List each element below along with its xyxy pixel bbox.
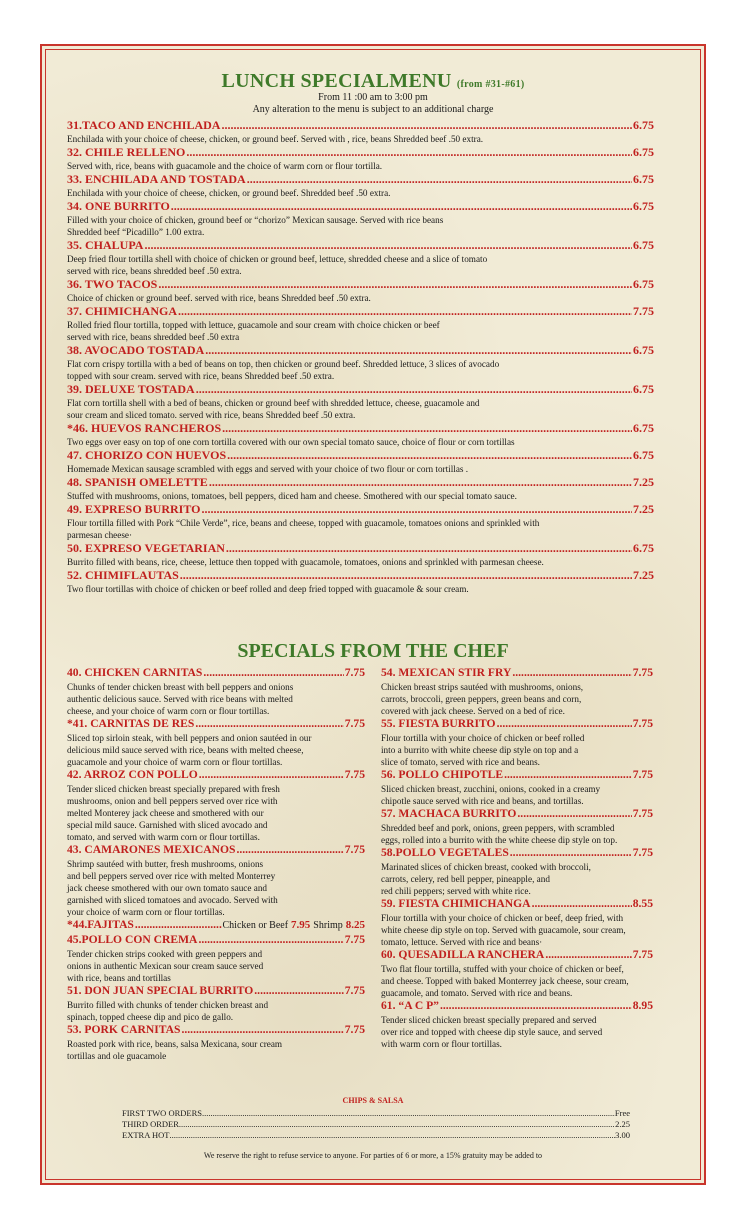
dot-leader xyxy=(180,568,632,583)
menu-item-price: 7.75 xyxy=(632,768,653,781)
menu-item xyxy=(381,807,653,846)
menu-item-description: Served with, rice, beans with guacamole and the choice of warm corn or flour tortilla. xyxy=(67,161,383,171)
menu-item-price: 7.25 xyxy=(633,475,654,489)
menu-item-price: 7.75 xyxy=(344,933,365,946)
menu-item-name: 50. EXPRESO VEGETARIAN xyxy=(67,541,225,555)
menu-item xyxy=(381,897,653,948)
menu-item-description: over rice and topped with cheese dip style sauce, and served xyxy=(381,1027,603,1037)
menu-page xyxy=(40,44,706,1185)
menu-item-description: with rice, beans and tortillas xyxy=(67,973,171,983)
menu-item xyxy=(67,475,654,502)
fajitas-shrimp-label: Shrimp xyxy=(313,920,343,931)
menu-item-row xyxy=(67,172,654,187)
menu-item xyxy=(67,448,654,475)
menu-item-description: Burrito filled with beans, rice, cheese, lettuce then topped with guacamole, tomatoes, onions and sprinkled with parmesan cheese. xyxy=(67,557,544,567)
menu-item-price: 6.75 xyxy=(633,382,654,396)
menu-item-description: Tender sliced chicken breast specially prepared with fresh xyxy=(67,784,280,794)
menu-item xyxy=(67,304,654,343)
chips-row xyxy=(122,1130,630,1141)
menu-item-description: guacamole and your choice of warm corn or flour tortillas. xyxy=(67,757,283,767)
menu-item-description: Burrito filled with chunks of tender chicken breast and xyxy=(67,1000,269,1010)
menu-item-description: garnished with sliced tomatoes and avocado. Served with xyxy=(67,895,278,905)
menu-item-row xyxy=(67,568,654,583)
dot-leader xyxy=(504,768,632,781)
menu-item-description: and bell peppers served over rice with melted Monterrey xyxy=(67,871,276,881)
menu-item-description: Two flour tortillas with choice of chicken or beef rolled and deep fried topped with guacamole & sour cream. xyxy=(67,584,469,594)
menu-item xyxy=(67,343,654,382)
menu-item-description: onions in authentic Mexican sour cream sauce served xyxy=(67,961,264,971)
menu-item-row xyxy=(67,448,654,463)
menu-item-row xyxy=(381,846,653,861)
menu-item-description: mushrooms, onion and bell peppers served over rice with xyxy=(67,796,278,806)
fajitas-chicken-price: 7.95 xyxy=(291,919,311,931)
lunch-alteration-note: Any alteration to the menu is subject to an additional charge xyxy=(252,104,494,115)
lunch-hours: From 11 :00 am to 3:00 pm xyxy=(318,92,428,103)
menu-item-name: 55. FIESTA BURRITO xyxy=(381,717,496,730)
dot-leader xyxy=(169,1130,615,1140)
menu-item-price: 7.75 xyxy=(344,717,365,730)
menu-item-description: Choice of chicken or ground beef. served with rice, beans Shredded beef .50 extra. xyxy=(67,293,371,303)
menu-item-description: and cheese. Topped with baked Monterrey jack cheese, sour cream, xyxy=(381,976,629,986)
menu-item-description: Sliced chicken breast, zucchini, onions, cooked in a creamy xyxy=(381,784,601,794)
menu-item-price: 7.75 xyxy=(344,768,365,781)
menu-item-description: eggs, rolled into a burrito with the white cheese dip style on top. xyxy=(381,835,618,845)
menu-item-row xyxy=(67,421,654,436)
menu-item-name: 60. QUESADILLA RANCHERA xyxy=(381,948,545,961)
menu-item xyxy=(67,843,365,918)
dot-leader xyxy=(199,768,344,781)
menu-item-name: 53. PORK CARNITAS xyxy=(67,1023,181,1036)
menu-item-name: 43. CAMARONES MEXICANOS xyxy=(67,843,236,856)
menu-item-name: 58.POLLO VEGETALES xyxy=(381,846,509,859)
menu-item-description: Shredded beef “Picadillo” 1.00 extra. xyxy=(67,227,205,237)
chips-price-list xyxy=(122,1108,630,1141)
menu-item-price: 6.75 xyxy=(633,343,654,357)
menu-item-description: Shredded beef and pork, onions, green peppers, with scrambled xyxy=(381,823,615,833)
gratuity-note: We reserve the right to refuse service to anyone. For parties of 6 or more, a 15% gratuity may be added to xyxy=(203,1151,543,1160)
dot-leader xyxy=(196,382,632,397)
menu-item xyxy=(67,502,654,541)
menu-item xyxy=(67,382,654,421)
menu-item-price: 7.75 xyxy=(632,948,653,961)
menu-item-row xyxy=(67,1023,365,1038)
menu-item-price: 7.75 xyxy=(344,843,365,856)
menu-item xyxy=(67,421,654,448)
menu-item-description: Stuffed with mushrooms, onions, tomatoes, bell peppers, diced ham and cheese. Smothered with our special tomato sauce. xyxy=(67,491,517,501)
dot-leader xyxy=(181,1023,343,1036)
menu-item-description: tortillas and ole guacamole xyxy=(67,1051,167,1061)
menu-item xyxy=(67,1023,365,1062)
lunch-range: (from #31-#61) xyxy=(456,79,525,90)
menu-item-name: *41. CARNITAS DE RES xyxy=(67,717,195,730)
menu-item-price: 6.75 xyxy=(633,421,654,435)
menu-item-name: 32. CHILE RELLENO xyxy=(67,145,186,159)
menu-item xyxy=(67,145,654,172)
menu-item-price: 8.95 xyxy=(632,999,653,1012)
chips-row-price: 3.00 xyxy=(615,1130,630,1140)
menu-item-description: Rolled fried flour tortilla, topped with lettuce, guacamole and sour cream with choice chicken or beef xyxy=(67,320,440,330)
chips-title: CHIPS & SALSA xyxy=(342,1096,404,1105)
dot-leader xyxy=(205,343,632,358)
menu-item-description: jack cheese smothered with our own tomato sauce and xyxy=(67,883,268,893)
menu-item-price: 7.75 xyxy=(344,666,365,679)
menu-item-price: 7.75 xyxy=(632,717,653,730)
menu-item-name: 31.TACO AND ENCHILADA xyxy=(67,118,221,132)
menu-item-price: 7.75 xyxy=(344,984,365,997)
fajitas-name: *44.FAJITAS xyxy=(67,918,134,931)
menu-item-description: carrots, celery, red bell pepper, pineapple, and xyxy=(381,874,550,884)
dot-leader xyxy=(179,1119,615,1129)
menu-item-row xyxy=(67,343,654,358)
menu-item-description: Tender sliced chicken breast specially prepared and served xyxy=(381,1015,597,1025)
menu-item xyxy=(67,666,365,717)
dot-leader xyxy=(221,118,632,133)
menu-item-description: Deep fried flour tortilla shell with choice of chicken or ground beef, lettuce, shredded cheese and a slice of tomato xyxy=(67,254,488,264)
menu-item-description: delicious mild sauce served with rice, beans with melted cheese, xyxy=(67,745,304,755)
dot-leader xyxy=(497,717,632,730)
chef-left-column xyxy=(67,666,365,1062)
menu-item-price: 6.75 xyxy=(633,199,654,213)
menu-item-description: cheese, and your choice of warm corn or flour tortillas. xyxy=(67,706,270,716)
menu-item-description: Flour tortilla with your choice of chicken or beef, deep fried, with xyxy=(381,913,624,923)
menu-item-description: Filled with your choice of chicken, ground beef or “chorizo” Mexican sausage. Served with rice beans xyxy=(67,215,444,225)
menu-item-description: special mild sauce. Garnished with sliced avocado and xyxy=(67,820,268,830)
menu-item-price: 6.75 xyxy=(633,145,654,159)
menu-item-name: 61. “A C P” xyxy=(381,999,439,1012)
dot-leader xyxy=(198,933,343,946)
menu-item-price: 6.75 xyxy=(633,118,654,132)
chef-right-column xyxy=(381,666,653,1050)
fajitas-chicken-label: Chicken or Beef xyxy=(222,920,289,931)
dot-leader xyxy=(517,807,631,820)
menu-item-row xyxy=(67,541,654,556)
menu-item xyxy=(67,277,654,304)
menu-item-name: 37. CHIMICHANGA xyxy=(67,304,177,318)
menu-item-price: 7.75 xyxy=(632,807,653,820)
menu-item-description: tomato, and served with warm corn or flour tortillas. xyxy=(67,832,260,842)
menu-item-row xyxy=(381,999,653,1014)
menu-item xyxy=(67,717,365,768)
menu-item-price: 8.55 xyxy=(632,897,653,910)
menu-item-row xyxy=(381,717,653,732)
menu-item-description: Tender chicken strips cooked with green peppers and xyxy=(67,949,263,959)
menu-item xyxy=(67,768,365,843)
menu-item-description: Chunks of tender chicken breast with bell peppers and onions xyxy=(67,682,294,692)
dot-leader xyxy=(510,846,632,859)
dot-leader xyxy=(178,304,632,319)
dot-leader xyxy=(227,448,632,463)
menu-item-name: 59. FIESTA CHIMICHANGA xyxy=(381,897,531,910)
menu-item-description: Enchilada with your choice of cheese, chicken, or ground beef. Shredded beef .50 extra. xyxy=(67,188,391,198)
chips-row-label: THIRD ORDER xyxy=(122,1119,179,1129)
menu-item-row xyxy=(67,145,654,160)
menu-item-description: Sliced top sirloin steak, with bell peppers and onion sautéed in our xyxy=(67,733,312,743)
menu-item-row xyxy=(381,897,653,912)
dot-leader xyxy=(440,999,632,1012)
menu-item xyxy=(381,999,653,1050)
dot-leader xyxy=(158,277,632,292)
lunch-title-text: LUNCH SPECIALMENU xyxy=(221,70,452,92)
menu-item-description: Flour tortilla filled with Pork “Chile Verde”, rice, beans and cheese, topped with guacamole, tomatoes onions and sprinkled with xyxy=(67,518,540,528)
menu-item xyxy=(67,238,654,277)
menu-item-name: 54. MEXICAN STIR FRY xyxy=(381,666,512,679)
menu-item-description: Two flat flour tortilla, stuffed with your choice of chicken or beef, xyxy=(381,964,624,974)
menu-item-row xyxy=(67,717,365,732)
menu-item-row xyxy=(67,843,365,858)
dot-leader xyxy=(171,199,632,214)
menu-item xyxy=(67,933,365,984)
menu-item-price: 6.75 xyxy=(633,238,654,252)
menu-item-name: 45.POLLO CON CREMA xyxy=(67,933,198,946)
menu-item-description: tomato, lettuce. Served with rice and beans· xyxy=(381,937,543,947)
menu-item xyxy=(67,568,654,595)
dot-leader xyxy=(222,421,632,436)
dot-leader xyxy=(135,918,222,931)
lunch-title xyxy=(42,70,704,93)
chips-row-price: Free xyxy=(614,1108,630,1118)
menu-item-description: Flat corn tortilla shell with a bed of beans, chicken or ground beef with shredded lettuce, cheese, guacamole and xyxy=(67,398,480,408)
menu-item-row xyxy=(381,666,653,681)
menu-item-description: Flat corn crispy tortilla with a bed of beans on top, then chicken or ground beef. Shredded lettuce, 3 slices of avocado xyxy=(67,359,500,369)
menu-item-description: authentic delicious sauce. Served with rice beans with melted xyxy=(67,694,293,704)
menu-item-row xyxy=(67,475,654,490)
menu-item-price: 6.75 xyxy=(633,277,654,291)
menu-item-name: 39. DELUXE TOSTADA xyxy=(67,382,195,396)
menu-item-description: spinach, topped cheese dip and pico de gallo. xyxy=(67,1012,234,1022)
menu-item-row xyxy=(381,807,653,822)
menu-item-description: parmesan cheese· xyxy=(67,530,133,540)
menu-item xyxy=(67,541,654,568)
menu-item-price: 6.75 xyxy=(633,448,654,462)
menu-item-description: your choice of warm corn or flour tortillas. xyxy=(67,907,225,917)
dot-leader xyxy=(254,984,343,997)
menu-item-name: 36. TWO TACOS xyxy=(67,277,158,291)
menu-item xyxy=(67,984,365,1023)
menu-item-description: served with rice, beans shredded beef .50 extra xyxy=(67,332,240,342)
menu-item-row xyxy=(67,984,365,999)
menu-item xyxy=(67,199,654,238)
menu-item-row xyxy=(67,304,654,319)
menu-item-name: 56. POLLO CHIPOTLE xyxy=(381,768,504,781)
menu-item-description: carrots, broccoli, green peppers, green beans and corn, xyxy=(381,694,582,704)
menu-item-row xyxy=(67,118,654,133)
menu-item-row xyxy=(67,238,654,253)
chips-row-label: FIRST TWO ORDERS xyxy=(122,1108,202,1118)
menu-item-price: 7.75 xyxy=(633,304,654,318)
menu-item-price: 7.75 xyxy=(632,666,653,679)
menu-item-price: 6.75 xyxy=(633,541,654,555)
dot-leader xyxy=(186,145,632,160)
menu-item-description: covered with jack cheese. Served on a bed of rice. xyxy=(381,706,565,716)
menu-item-description: with warm corn or flour tortillas. xyxy=(381,1039,502,1049)
menu-item-description: chipotle sauce served with rice and beans, and tortillas. xyxy=(381,796,584,806)
menu-item-description: Roasted pork with rice, beans, salsa Mexicana, sour cream xyxy=(67,1039,283,1049)
menu-item-description: slice of tomato, served with rice and beans. xyxy=(381,757,540,767)
menu-item-description: Enchilada with your choice of cheese, chicken, or ground beef. Served with , rice, beans Shredded beef .50 extra. xyxy=(67,134,484,144)
menu-item-name: 47. CHORIZO CON HUEVOS xyxy=(67,448,227,462)
fajitas-shrimp-price: 8.25 xyxy=(345,919,365,931)
dot-leader xyxy=(247,172,632,187)
menu-item-description: Chicken breast strips sautéed with mushrooms, onions, xyxy=(381,682,584,692)
dot-leader xyxy=(226,541,632,556)
menu-item-row xyxy=(67,768,365,783)
chips-row-price: 2.25 xyxy=(615,1119,630,1129)
dot-leader xyxy=(195,717,343,730)
menu-item-description: Two eggs over easy on top of one corn tortilla covered with our own special tomato sauce, choice of flour or corn tortillas xyxy=(67,437,515,447)
menu-item-name: 34. ONE BURRITO xyxy=(67,199,170,213)
menu-item-name: *46. HUEVOS RANCHEROS xyxy=(67,421,222,435)
lunch-items-list xyxy=(67,118,654,595)
menu-item-row xyxy=(67,199,654,214)
menu-item-name: 35. CHALUPA xyxy=(67,238,144,252)
dot-leader xyxy=(545,948,631,961)
menu-item xyxy=(381,717,653,768)
menu-item-description: served with rice, beans shredded beef .50 extra. xyxy=(67,266,242,276)
dot-leader xyxy=(201,502,632,517)
menu-item-name: 49. EXPRESO BURRITO xyxy=(67,502,201,516)
chef-title: SPECIALS FROM THE CHEF xyxy=(237,640,509,662)
fajitas-row xyxy=(67,918,365,933)
menu-item-row xyxy=(381,948,653,963)
menu-item-description: Shrimp sautéed with butter, fresh mushrooms, onions xyxy=(67,859,264,869)
menu-item-row xyxy=(67,277,654,292)
dot-leader xyxy=(512,666,631,679)
dot-leader xyxy=(203,666,343,679)
menu-item-description: guacamole, and tomato. Served with rice and beans. xyxy=(381,988,573,998)
menu-item xyxy=(381,846,653,897)
menu-item-name: 52. CHIMIFLAUTAS xyxy=(67,568,179,582)
dot-leader xyxy=(236,843,343,856)
menu-item-description: red chili peppers; served with white rice. xyxy=(381,886,531,896)
menu-item xyxy=(67,118,654,145)
menu-item-name: 38. AVOCADO TOSTADA xyxy=(67,343,205,357)
dot-leader xyxy=(532,897,632,910)
menu-item-description: topped with sour cream. served with rice, beans Shredded beef .50 extra. xyxy=(67,371,335,381)
menu-item-description: Marinated slices of chicken breast, cooked with broccoli, xyxy=(381,862,591,872)
menu-item xyxy=(381,666,653,717)
menu-item-price: 7.25 xyxy=(633,502,654,516)
menu-item-description: white cheese dip style on top. Served with guacamole, sour cream, xyxy=(381,925,626,935)
menu-item-row xyxy=(67,933,365,948)
menu-item-description: melted Monterey jack cheese and smothered with our xyxy=(67,808,264,818)
menu-item-name: 57. MACHACA BURRITO xyxy=(381,807,517,820)
menu-item-description: into a burrito with white cheese dip style on top and a xyxy=(381,745,579,755)
menu-item-description: sour cream and sliced tomato. served with rice, beans Shredded beef .50 extra. xyxy=(67,410,356,420)
menu-item-name: 42. ARROZ CON POLLO xyxy=(67,768,198,781)
menu-item-row xyxy=(67,666,365,681)
menu-item-name: 51. DON JUAN SPECIAL BURRITO xyxy=(67,984,254,997)
menu-item xyxy=(381,768,653,807)
menu-item-row xyxy=(67,382,654,397)
menu-item-name: 40. CHICKEN CARNITAS xyxy=(67,666,203,679)
menu-item-name: 33. ENCHILADA AND TOSTADA xyxy=(67,172,246,186)
menu-item-price: 6.75 xyxy=(633,172,654,186)
dot-leader xyxy=(209,475,632,490)
menu-item xyxy=(381,948,653,999)
menu-item-price: 7.75 xyxy=(344,1023,365,1036)
chips-row xyxy=(122,1119,630,1130)
menu-item xyxy=(67,172,654,199)
dot-leader xyxy=(144,238,632,253)
menu-item-price: 7.25 xyxy=(633,568,654,582)
menu-item-name: 48. SPANISH OMELETTE xyxy=(67,475,208,489)
menu-item-row xyxy=(381,768,653,783)
chips-row xyxy=(122,1108,630,1119)
menu-item-price: 7.75 xyxy=(632,846,653,859)
dot-leader xyxy=(202,1108,615,1118)
menu-item-row xyxy=(67,502,654,517)
menu-item-description: Flour tortilla with your choice of chicken or beef rolled xyxy=(381,733,585,743)
menu-item-description: Homemade Mexican sausage scrambled with eggs and served with your choice of two flour or corn tortillas . xyxy=(67,464,469,474)
chips-row-label: EXTRA HOT xyxy=(122,1130,170,1140)
